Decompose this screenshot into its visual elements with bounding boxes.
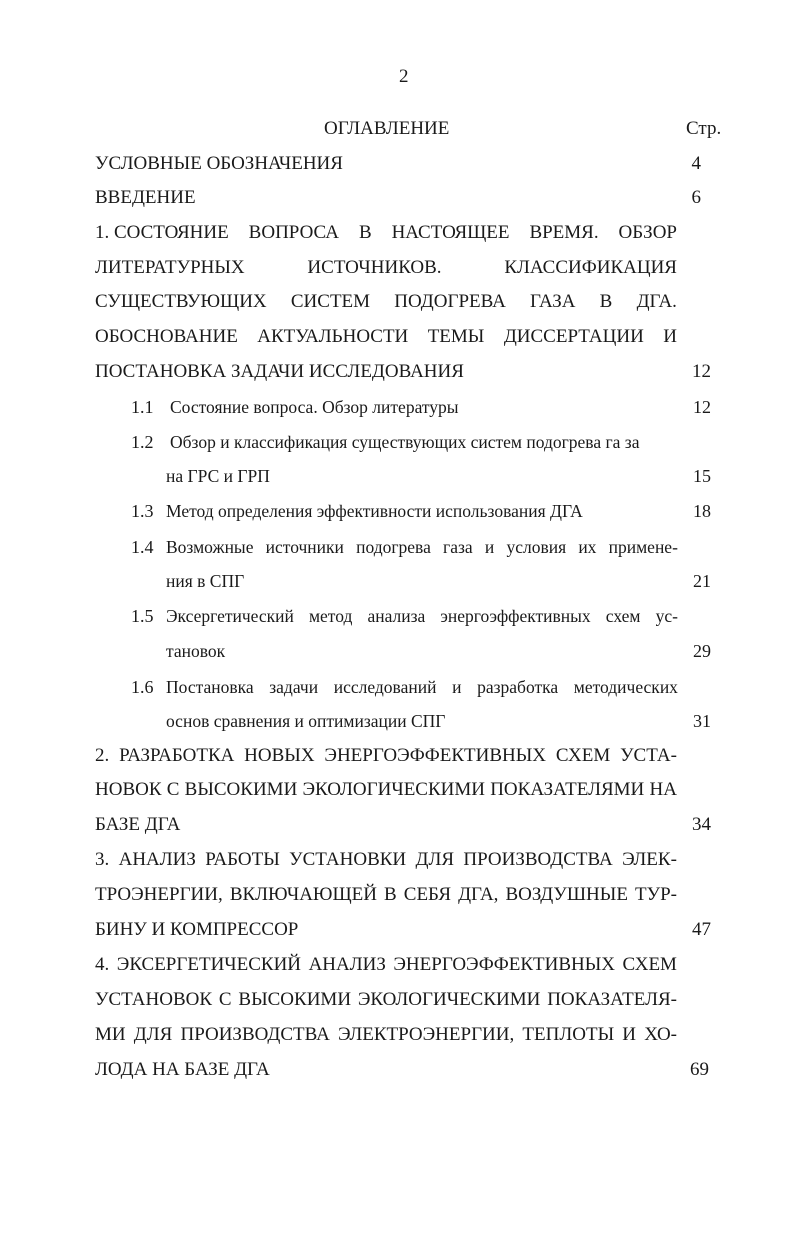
toc-section-1-5-line-1: Эксергетический метод анализа энергоэффективных схем ус- — [166, 606, 678, 626]
toc-chapter-4-line-3: МИ ДЛЯ ПРОИЗВОДСТВА ЭЛЕКТРОЭНЕРГИИ, ТЕПЛОТЫ И ХО- — [95, 1024, 677, 1045]
toc-chapter-3-line-2: ТРОЭНЕРГИИ, ВКЛЮЧАЮЩЕЙ В СЕБЯ ДГА, ВОЗДУШНЫЕ ТУР- — [95, 884, 677, 905]
toc-chapter-2-line-2: НОВОК С ВЫСОКИМИ ЭКОЛОГИЧЕСКИМИ ПОКАЗАТЕЛЯМИ НА — [95, 779, 677, 800]
toc-section-1-2-line-1: Обзор и классификация существующих систем подогрева га за — [170, 432, 640, 452]
page-column-header: Стр. — [686, 118, 722, 139]
toc-entry-abbreviations: УСЛОВНЫЕ ОБОЗНАЧЕНИЯ — [95, 153, 343, 174]
toc-section-1-2-line-2: на ГРС и ГРП — [166, 466, 270, 486]
toc-section-1-6-line-1: Постановка задачи исследований и разработка методических — [166, 677, 678, 697]
toc-page-section-1-2: 15 — [693, 466, 711, 486]
toc-page-section-1-1: 12 — [693, 397, 711, 417]
toc-section-number: 1.3 — [131, 501, 154, 521]
toc-chapter-3-line-1: 3. АНАЛИЗ РАБОТЫ УСТАНОВКИ ДЛЯ ПРОИЗВОДСТВА ЭЛЕК- — [95, 849, 677, 870]
toc-section-number: 1.2 — [131, 432, 154, 452]
toc-section-number: 1.1 — [131, 397, 154, 417]
toc-section-1-6-line-2: основ сравнения и оптимизации СПГ — [166, 711, 446, 731]
toc-section-number: 1.4 — [131, 537, 154, 557]
toc-page-chapter-3: 47 — [692, 919, 711, 940]
toc-section-number: 1.6 — [131, 677, 154, 697]
toc-page-chapter-2: 34 — [692, 814, 711, 835]
toc-chapter-4-line-1: 4. ЭКСЕРГЕТИЧЕСКИЙ АНАЛИЗ ЭНЕРГОЭФФЕКТИВНЫХ СХЕМ — [95, 954, 677, 975]
toc-section-1-3: Метод определения эффективности использования ДГА — [166, 501, 583, 521]
toc-chapter-4-line-2: УСТАНОВОК С ВЫСОКИМИ ЭКОЛОГИЧЕСКИМИ ПОКАЗАТЕЛЯ- — [95, 989, 677, 1010]
toc-page-section-1-6: 31 — [693, 711, 711, 731]
toc-section-1-4-line-2: ния в СПГ — [166, 571, 245, 591]
toc-chapter-1-line-4: ОБОСНОВАНИЕ АКТУАЛЬНОСТИ ТЕМЫ ДИССЕРТАЦИИ И — [95, 326, 677, 347]
page-number: 2 — [399, 66, 409, 87]
toc-page-chapter-1: 12 — [692, 361, 711, 382]
toc-page-section-1-5: 29 — [693, 641, 711, 661]
toc-page-introduction: 6 — [691, 187, 701, 208]
toc-chapter-3-line-3: БИНУ И КОМПРЕССОР — [95, 919, 299, 940]
toc-page-chapter-4: 69 — [690, 1059, 709, 1080]
toc-page-section-1-3: 18 — [693, 501, 711, 521]
toc-chapter-1-line-5: ПОСТАНОВКА ЗАДАЧИ ИССЛЕДОВАНИЯ — [95, 361, 464, 382]
toc-page-section-1-4: 21 — [693, 571, 711, 591]
toc-section-1-1: Состояние вопроса. Обзор литературы — [170, 397, 459, 417]
toc-title: ОГЛАВЛЕНИЕ — [324, 118, 450, 139]
toc-entry-introduction: ВВЕДЕНИЕ — [95, 187, 196, 208]
toc-chapter-1-line-1: 1. СОСТОЯНИЕ ВОПРОСА В НАСТОЯЩЕЕ ВРЕМЯ. ОБЗОР — [95, 222, 677, 243]
toc-chapter-1-line-2: ЛИТЕРАТУРНЫХ ИСТОЧНИКОВ. КЛАССИФИКАЦИЯ — [95, 257, 677, 278]
toc-chapter-4-line-4: ЛОДА НА БАЗЕ ДГА — [95, 1059, 270, 1080]
toc-page-abbreviations: 4 — [691, 153, 701, 174]
toc-section-1-4-line-1: Возможные источники подогрева газа и условия их примене- — [166, 537, 678, 557]
toc-chapter-1-line-3: СУЩЕСТВУЮЩИХ СИСТЕМ ПОДОГРЕВА ГАЗА В ДГА. — [95, 291, 677, 312]
toc-section-number: 1.5 — [131, 606, 154, 626]
toc-chapter-2-line-3: БАЗЕ ДГА — [95, 814, 181, 835]
toc-chapter-2-line-1: 2. РАЗРАБОТКА НОВЫХ ЭНЕРГОЭФФЕКТИВНЫХ СХЕМ УСТА- — [95, 745, 677, 766]
toc-section-1-5-line-2: тановок — [166, 641, 226, 661]
